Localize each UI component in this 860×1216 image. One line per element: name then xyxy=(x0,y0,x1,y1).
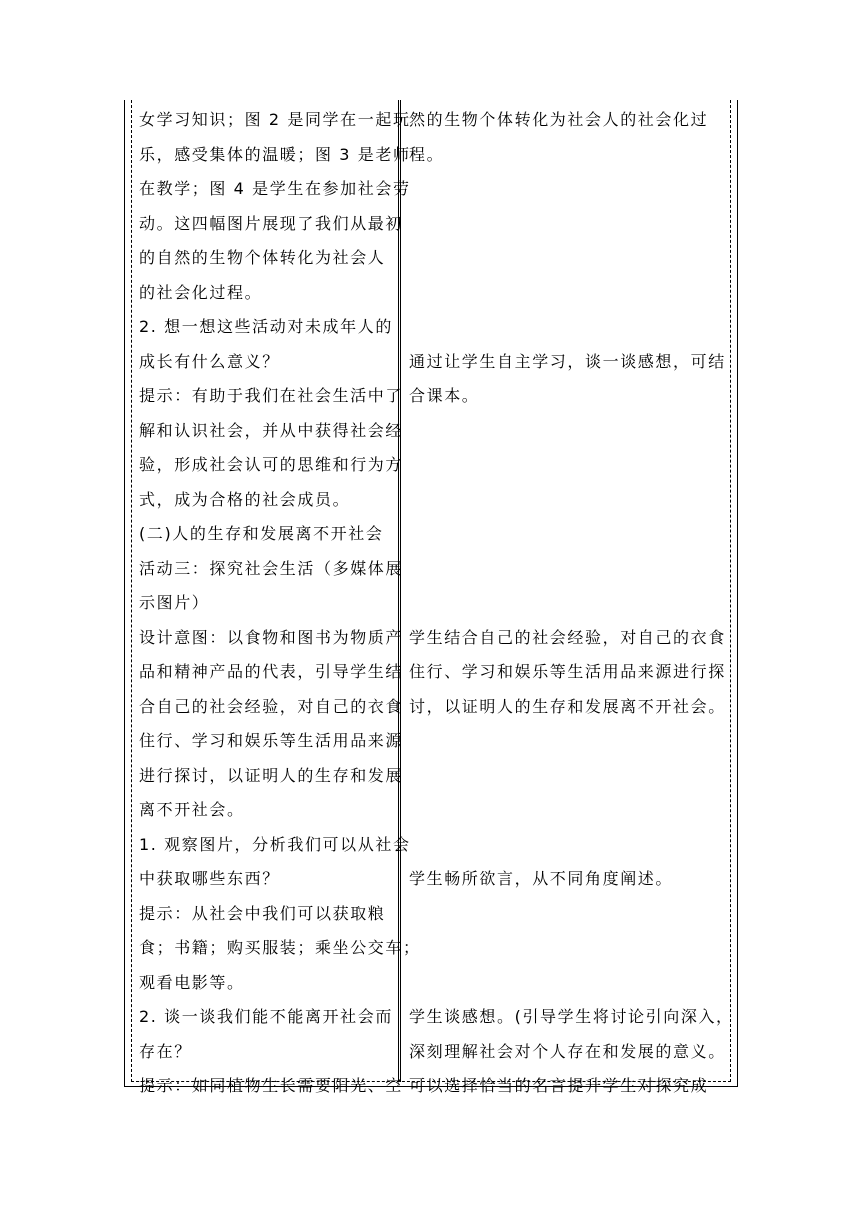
text-line: 合课本。 xyxy=(409,386,480,405)
text-line: 深刻理解社会对个人存在和发展的意义。 xyxy=(409,1041,726,1061)
teaching-process-column xyxy=(139,103,421,1104)
text-line xyxy=(409,207,725,242)
text-line xyxy=(409,310,725,345)
text-line: 的社会化过程。 xyxy=(139,282,263,302)
text-line: 中获取哪些东西？ xyxy=(139,869,280,888)
text-line xyxy=(409,586,725,621)
text-line: 2. 想一想这些活动对未成年人的 xyxy=(139,317,393,336)
text-line: 合自己的社会经验，对自己的衣食 xyxy=(139,696,404,716)
text-line: 女学习知识；图 2 是同学在一起玩 xyxy=(139,110,411,129)
text-line: 讨，以证明人的生存和发展离不开社会。 xyxy=(409,696,726,716)
text-line: 学生畅所欲言，从不同角度阐述。 xyxy=(409,869,674,888)
table-border-right xyxy=(737,100,738,1086)
text-line: 学生结合自己的社会经验，对自己的衣食 xyxy=(409,627,726,647)
text-line xyxy=(409,931,725,966)
text-line: 提示：从社会中我们可以获取粮 xyxy=(139,903,386,923)
text-line xyxy=(409,793,725,828)
text-line xyxy=(409,483,725,518)
text-line xyxy=(409,828,725,863)
text-line: 示图片） xyxy=(139,593,210,612)
text-line: 活动三：探究社会生活（多媒体展 xyxy=(139,558,404,578)
column-divider xyxy=(398,100,401,1082)
text-line: 在教学；图 4 是学生在参加社会劳 xyxy=(139,179,411,198)
text-line: 成长有什么意义？ xyxy=(139,351,280,371)
text-line: 的自然的生物个体转化为社会人 xyxy=(139,248,386,267)
text-line: (二)人的生存和发展离不开社会 xyxy=(139,524,384,543)
cell-dashed-border-left xyxy=(131,100,132,1082)
text-line xyxy=(409,724,725,759)
text-line: 程。 xyxy=(409,144,445,164)
text-line: 食；书籍；购买服装；乘坐公交车； xyxy=(139,938,421,957)
text-line: 动。这四幅图片展现了我们从最初 xyxy=(139,213,404,233)
text-line: 提示：如同植物生长需要阳光、空 xyxy=(139,1076,404,1095)
text-line: 学生谈感想。(引导学生将讨论引向深入， xyxy=(409,1007,734,1026)
text-line: 提示：有助于我们在社会生活中了 xyxy=(139,386,404,405)
text-line: 然的生物个体转化为社会人的社会化过 xyxy=(409,110,709,129)
text-line: 离不开社会。 xyxy=(139,800,245,819)
text-line: 2. 谈一谈我们能不能离开社会而 xyxy=(139,1007,393,1026)
text-line: 住行、学习和娱乐等生活用品来源 xyxy=(139,731,404,750)
text-line: 式，成为合格的社会成员。 xyxy=(139,489,351,509)
text-line xyxy=(409,552,725,587)
text-line xyxy=(409,172,725,207)
text-line xyxy=(409,517,725,552)
text-line: 设计意图：以食物和图书为物质产 xyxy=(139,627,404,647)
text-line: 住行、学习和娱乐等生活用品来源进行探 xyxy=(409,662,726,681)
text-line: 乐，感受集体的温暖；图 3 是老师 xyxy=(139,144,411,164)
text-line: 可以选择恰当的名言提升学生对探究成 xyxy=(409,1076,709,1095)
text-line xyxy=(409,414,725,449)
text-line: 1. 观察图片，分析我们可以从社会 xyxy=(139,834,411,854)
text-line: 存在？ xyxy=(139,1041,192,1061)
table-border-left xyxy=(124,100,125,1086)
text-line: 进行探讨，以证明人的生存和发展 xyxy=(139,765,404,785)
text-line: 观看电影等。 xyxy=(139,972,245,992)
text-line: 验，形成社会认可的思维和行为方 xyxy=(139,455,404,474)
text-line xyxy=(409,276,725,311)
text-line xyxy=(409,897,725,932)
text-line: 通过让学生自主学习，谈一谈感想，可结 xyxy=(409,351,726,371)
text-line xyxy=(409,759,725,794)
text-line xyxy=(409,448,725,483)
text-line: 品和精神产品的代表，引导学生结 xyxy=(139,662,404,681)
text-line xyxy=(409,241,725,276)
design-intent-column xyxy=(409,103,734,1104)
text-line: 解和认识社会，并从中获得社会经 xyxy=(139,420,404,440)
text-line xyxy=(409,966,725,1001)
cell-dashed-border-right xyxy=(730,100,731,1082)
